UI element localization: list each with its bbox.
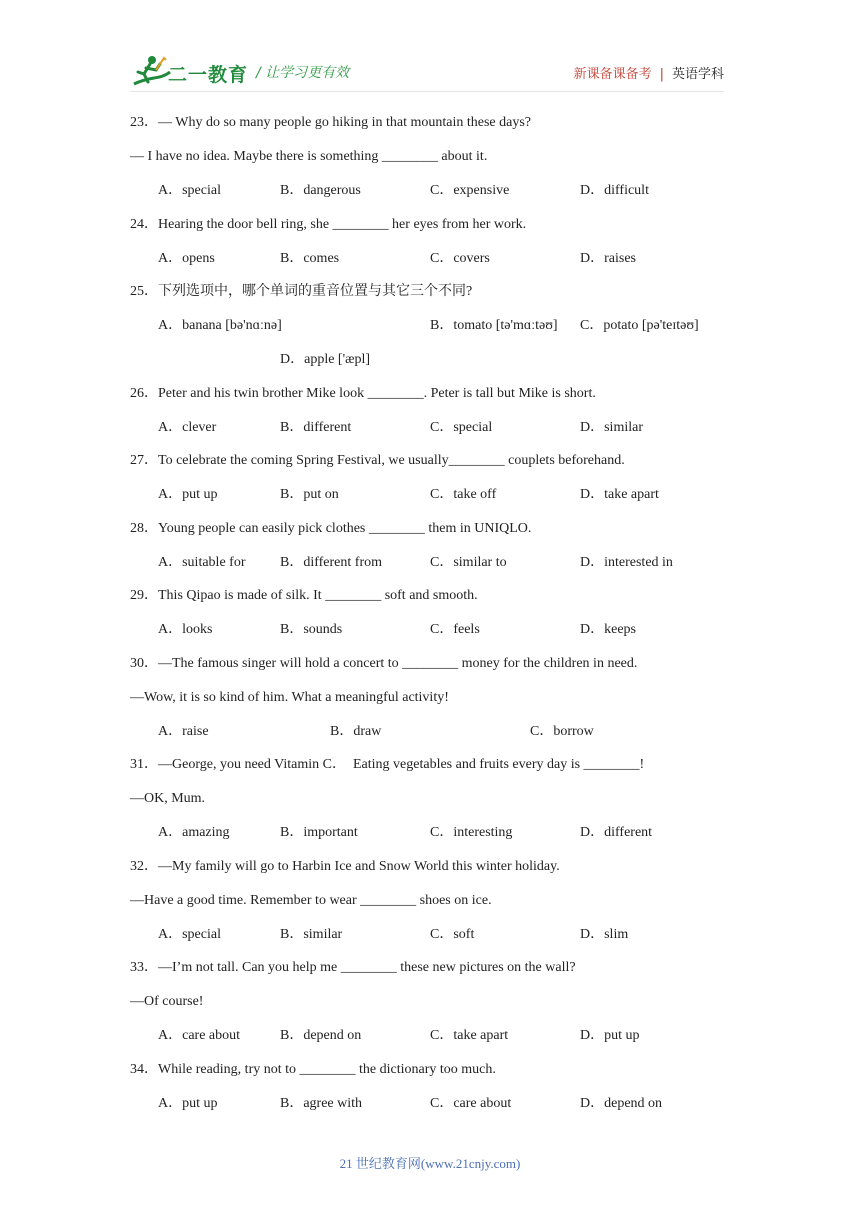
option[interactable]: D．slim: [580, 927, 629, 942]
option[interactable]: C．take apart: [430, 1028, 509, 1043]
option[interactable]: C．covers: [430, 251, 490, 266]
option[interactable]: A．care about: [158, 1028, 241, 1043]
option[interactable]: B．different: [280, 420, 352, 435]
option[interactable]: A．clever: [158, 420, 217, 435]
option[interactable]: C．expensive: [430, 183, 510, 198]
option[interactable]: B．dangerous: [280, 183, 361, 198]
option[interactable]: D．apple ['æpl]: [280, 352, 371, 367]
option[interactable]: D．interested in: [580, 555, 673, 570]
option[interactable]: A．put up: [158, 487, 218, 502]
question-24-stem: 24．Hearing the door bell ring, she ________ her eyes from her work.: [130, 217, 527, 232]
option[interactable]: A．put up: [158, 1096, 218, 1111]
question-30-stem: 30．—The famous singer will hold a concert to ________ money for the children in need.: [130, 656, 638, 671]
option[interactable]: D．difficult: [580, 183, 649, 198]
option[interactable]: D．different: [580, 825, 653, 840]
question-23-reply: — I have no idea. Maybe there is something ________ about it.: [130, 149, 488, 164]
option[interactable]: B．similar: [280, 927, 343, 942]
question-30-reply: —Wow, it is so kind of him. What a meaningful activity!: [130, 690, 449, 705]
question-25-stem: 25．下列选项中，哪个单词的重音位置与其它三个不同?: [130, 284, 473, 299]
option[interactable]: B．agree with: [280, 1096, 363, 1111]
option[interactable]: B．comes: [280, 251, 340, 266]
option[interactable]: B．draw: [330, 724, 382, 739]
option[interactable]: C．soft: [430, 927, 475, 942]
question-32-reply: —Have a good time. Remember to wear ________ shoes on ice.: [130, 893, 492, 908]
question-33-stem: 33．—I’m not tall. Can you help me ________ these new pictures on the wall?: [130, 960, 576, 975]
option[interactable]: A．special: [158, 927, 221, 942]
question-27-stem: 27．To celebrate the coming Spring Festival, we usually________ couplets beforehand.: [130, 453, 625, 468]
option[interactable]: A．special: [158, 183, 221, 198]
question-34-stem: 34．While reading, try not to ________ the dictionary too much.: [130, 1062, 496, 1077]
option[interactable]: A．looks: [158, 622, 213, 637]
question-33-reply: —Of course!: [130, 994, 204, 1009]
option[interactable]: B．put on: [280, 487, 339, 502]
page-footer[interactable]: 21 世纪教育网(www.21cnjy.com): [339, 1156, 521, 1171]
option[interactable]: C．similar to: [430, 555, 507, 570]
option[interactable]: A．suitable for: [158, 555, 246, 570]
option[interactable]: A．banana [bə'nɑːnə]: [158, 318, 282, 333]
question-23-stem: 23．— Why do so many people go hiking in that mountain these days?: [130, 115, 532, 130]
question-26-stem: 26．Peter and his twin brother Mike look ________. Peter is tall but Mike is short.: [130, 386, 596, 401]
option[interactable]: C．potato [pə'teɪtəʊ]: [580, 318, 699, 333]
logo-text: 二一教育: [168, 64, 249, 86]
option[interactable]: A．opens: [158, 251, 215, 266]
option[interactable]: D．depend on: [580, 1096, 663, 1111]
option[interactable]: D．raises: [580, 251, 636, 266]
header-separator: |: [659, 67, 664, 82]
option[interactable]: D．keeps: [580, 622, 636, 637]
header-right: [574, 63, 724, 82]
option[interactable]: B．important: [280, 825, 358, 840]
question-31-stem: 31．—George, you need Vitamin C． Eating vegetables and fruits every day is ________!: [130, 757, 645, 772]
option[interactable]: C．care about: [430, 1096, 512, 1111]
header-subject: 英语学科: [671, 67, 724, 82]
slogan: / 让学习更有效: [256, 65, 350, 81]
option[interactable]: A．amazing: [158, 825, 230, 840]
header-divider: [130, 91, 724, 92]
header-label: 新课备课备考: [573, 67, 652, 82]
option[interactable]: B．tomato [tə'mɑːtəʊ]: [430, 318, 558, 333]
question-29-stem: 29．This Qipao is made of silk. It ________ soft and smooth.: [130, 588, 478, 603]
question-32-stem: 32．—My family will go to Harbin Ice and Snow World this winter holiday.: [130, 859, 560, 874]
question-31-reply: —OK, Mum.: [130, 791, 206, 806]
option[interactable]: B．sounds: [280, 622, 343, 637]
option[interactable]: D．put up: [580, 1028, 640, 1043]
option[interactable]: C．take off: [430, 487, 497, 502]
option[interactable]: C．borrow: [530, 724, 594, 739]
option[interactable]: B．depend on: [280, 1028, 362, 1043]
option[interactable]: C．interesting: [430, 825, 513, 840]
option[interactable]: A．raise: [158, 724, 209, 739]
option[interactable]: D．similar: [580, 420, 643, 435]
option[interactable]: C．feels: [430, 622, 480, 637]
question-28-stem: 28．Young people can easily pick clothes ________ them in UNIQLO.: [130, 521, 532, 536]
option[interactable]: B．different from: [280, 555, 382, 570]
page-header: [0, 0, 860, 100]
option[interactable]: C．special: [430, 420, 493, 435]
option[interactable]: D．take apart: [580, 487, 659, 502]
